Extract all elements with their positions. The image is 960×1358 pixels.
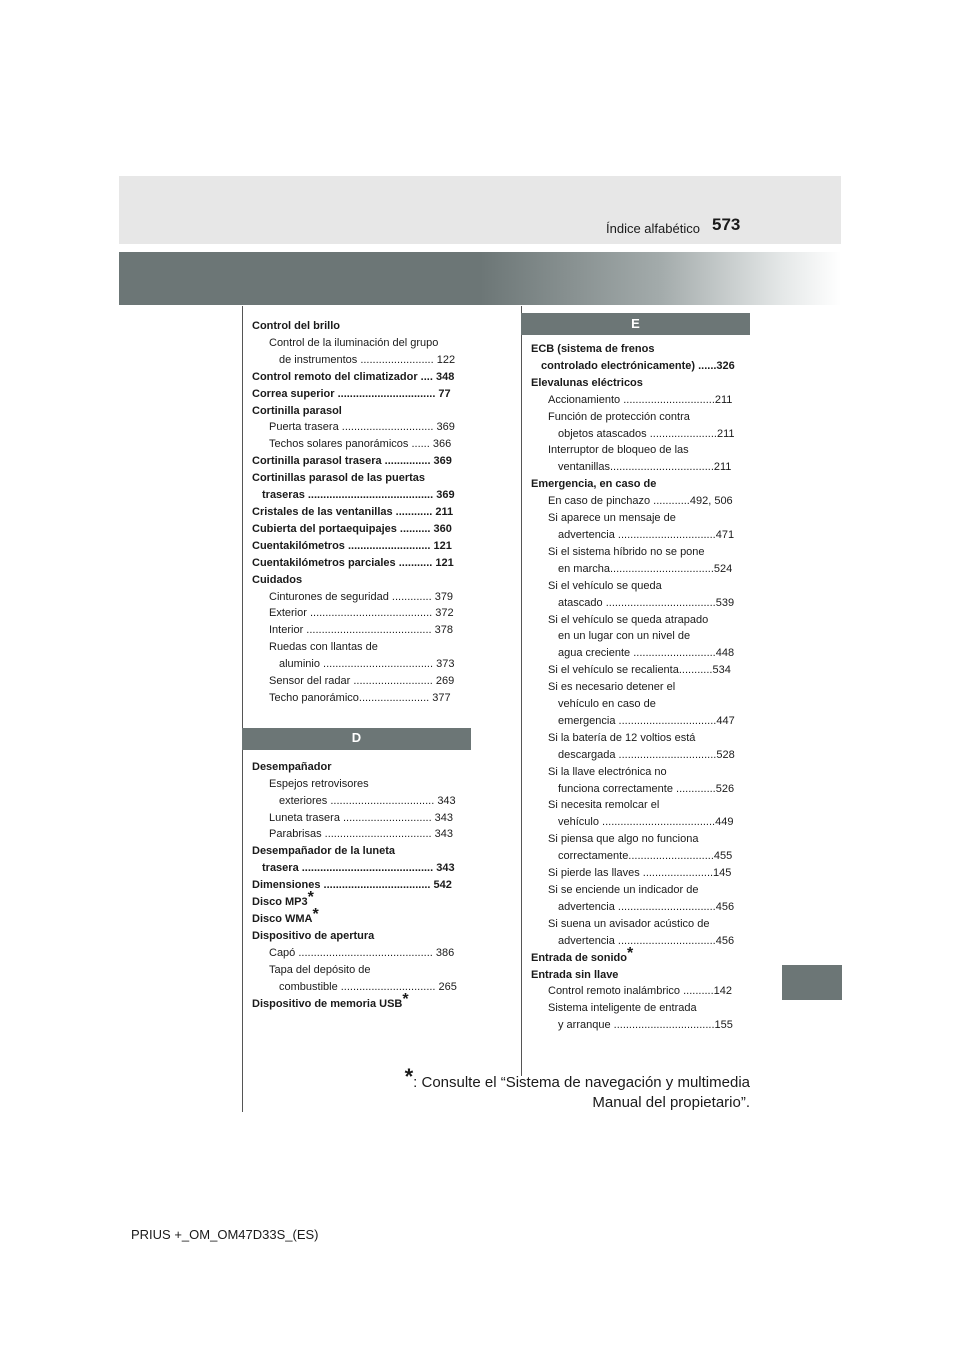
index-entry [252,538,472,555]
index-entry [531,764,751,781]
index-entry-text: Interruptor de bloqueo de las [548,444,689,457]
header-band [119,252,841,305]
index-entry [252,945,472,962]
index-entry [531,392,751,409]
index-entry [531,595,751,612]
footnote-star: * [404,1064,414,1089]
index-entry [531,713,751,730]
index-entry [252,386,472,403]
index-entry [531,679,751,696]
index-entry-text: emergencia ................................447 [558,714,735,727]
index-entry [531,882,751,899]
index-entry [531,426,751,443]
index-entry-text: Espejos retrovisores [269,777,369,790]
index-entry-text: controlado electrónicamente) ......326 [541,359,735,372]
index-entry [252,589,472,606]
index-entry-text: Entrada sin llave [531,968,619,981]
index-entry [531,899,751,916]
index-entry [252,843,472,860]
index-entry-text: Parabrisas ................................... 343 [269,828,454,841]
index-entry-text: Si el sistema híbrido no se pone [548,545,705,558]
index-entry-text: Dispositivo de memoria USB [252,997,403,1010]
index-entry [252,656,472,673]
index-entry [252,990,472,1013]
index-entry [531,476,751,493]
letter-e-header [521,313,750,335]
index-entry-text: Capó ............................................ 386 [269,946,455,959]
index-entry-text: Si el vehículo se queda [548,579,662,592]
index-entry [531,578,751,595]
index-entry [252,369,472,386]
index-entry [531,696,751,713]
index-entry-text: trasera ........................................... 343 [262,862,455,875]
index-entry-text: Cortinilla parasol [252,404,342,417]
index-entry [531,983,751,1000]
index-entry [252,352,472,369]
index-entry-text: advertencia ................................456 [558,934,735,947]
index-entry-text: Control remoto inalámbrico ..........142 [548,985,733,998]
index-entry [252,622,472,639]
index-entry-text: Elevalunas eléctricos [531,376,643,389]
left-entries [252,318,472,707]
index-entry [252,605,472,622]
index-entry [252,555,472,572]
index-entry-text: Si aparece un mensaje de [548,512,676,525]
letter-e-label: E [631,315,640,331]
index-entry-text: Sistema inteligente de entrada [548,1002,697,1015]
index-entry-text: correctamente............................455 [558,850,733,863]
index-entry [531,848,751,865]
index-entry [531,797,751,814]
footnote [230,1064,750,1113]
index-entry [531,933,751,950]
index-entry-text: en un lugar con un nivel de [558,630,691,643]
index-entry [252,572,472,589]
index-entry-text: Disco MP3 [252,896,308,909]
index-entry [531,341,751,358]
index-entry [252,793,472,810]
index-entry-text: Función de protección contra [548,410,690,423]
index-entry-text: Cuentakilómetros ........................... 121 [252,539,452,552]
index-entry-text: Si necesita remolcar el [548,799,660,812]
index-entry-text: Disco WMA [252,913,313,925]
index-entry-text: Tapa del depósito de [269,963,371,976]
footnote-text-1: : Consulte el “Sistema de navegación y multimedia [413,1074,750,1091]
chapter-tab [782,965,842,1000]
index-entry [252,690,472,707]
index-entry-text: en marcha..................................524 [558,562,733,575]
index-entry-text: vehículo en caso de [558,698,656,711]
index-entry [531,409,751,426]
footnote-star-marker: * [307,889,314,907]
letter-d-header [242,728,471,750]
index-entry-text: Cortinilla parasol trasera ............... 369 [252,455,452,468]
index-entry-text: Correa superior ................................ 77 [252,387,451,400]
index-entry-text: vehículo .....................................449 [558,816,734,829]
left-column [252,318,472,1012]
index-entry [252,759,472,776]
index-entry [531,865,751,882]
index-entry [252,487,472,504]
index-entry-text: Cinturones de seguridad ............. 379 [269,590,454,603]
index-entry [531,814,751,831]
index-entry [252,453,472,470]
index-entry [531,527,751,544]
index-entry [531,730,751,747]
index-entry-text: Si el vehículo se recalienta...........534 [548,664,731,677]
index-entry-text: aluminio .................................... 373 [279,658,455,671]
index-entry [531,628,751,645]
index-entry [252,521,472,538]
index-entry [531,1017,751,1034]
index-entry-text: Si la batería de 12 voltios está [548,731,696,744]
index-entry-text: Exterior ........................................ 372 [269,607,454,620]
index-entry-text: Control remoto del climatizador .... 348 [252,370,455,383]
index-entry [252,889,472,911]
index-entry [531,831,751,848]
index-entry-text: Control del brillo [252,320,340,332]
index-entry-text: Si suena un avisador acústico de [548,917,710,930]
index-entry-text: En caso de pinchazo ............492, 506 [548,495,733,508]
index-entry-text: Entrada de sonido [531,951,627,964]
index-entry [531,459,751,476]
index-entry [252,826,472,843]
index-entry-text: Luneta trasera ............................. 343 [269,811,454,824]
index-entry-text: Techo panorámico....................... 377 [269,691,451,704]
index-entry [252,436,472,453]
index-entry [531,358,751,375]
index-entry [252,860,472,877]
index-entry [531,493,751,510]
index-entry [252,776,472,793]
index-entry [252,318,472,335]
index-entry [531,544,751,561]
index-entry-text: Si se enciende un indicador de [548,884,699,896]
left-divider [242,306,243,1112]
footnote-star-marker: * [402,990,409,1008]
index-entry-text: Cortinillas parasol de las puertas [252,472,426,485]
footnote-line-2: Manual del propietario”. [592,1094,750,1111]
index-entry-text: atascado ....................................539 [558,596,735,609]
index-entry [531,375,751,392]
document-id: PRIUS +_OM_OM47D33S_(ES) [131,1227,319,1242]
index-entry [531,967,751,984]
index-entry-text: Cristales de las ventanillas ............ 211 [252,505,454,518]
page-number: 573 [712,215,741,234]
index-entry-text: agua creciente ...........................448 [558,647,735,660]
index-entry [252,877,472,894]
index-entry-text: Desempañador de la luneta [252,845,396,858]
index-entry-text: y arranque .................................155 [558,1019,733,1032]
footnote-line-1 [230,1064,750,1093]
index-entry-text: advertencia ................................471 [558,528,735,541]
index-entry [531,561,751,578]
index-entry-text: Si es necesario detener el [548,681,676,694]
index-entry-text: Si la llave electrónica no [548,765,667,778]
index-entry-text: exteriores .................................. 343 [279,794,456,807]
index-entry [531,612,751,629]
index-entry [531,1000,751,1017]
footnote-star-marker: * [626,944,634,962]
index-entry-text: Accionamiento ..............................211 [548,393,733,406]
index-entry-text: Cuentakilómetros parciales ........... 121 [252,556,454,569]
index-entry-text: Puerta trasera .............................. 369 [269,421,455,434]
index-entry-text: funciona correctamente .............526 [558,782,735,795]
index-entry [252,335,472,352]
index-entry-text: Sensor del radar .......................... 269 [269,675,455,688]
index-entry-text: de instrumentos ........................ 122 [279,353,456,366]
index-entry [531,645,751,662]
index-entry [252,928,472,945]
center-divider [521,306,522,1076]
index-entry-text: Control de la iluminación del grupo [269,336,439,349]
left-entries-d [252,759,472,1013]
index-entry-text: ECB (sistema de frenos [531,343,655,355]
index-entry-text: ventanillas..................................211 [558,461,732,474]
index-entry [252,470,472,487]
index-entry [531,944,751,967]
index-entry [252,673,472,690]
index-entry-text: advertencia ................................456 [558,900,735,913]
index-entry-text: Interior ......................................... 378 [269,624,454,637]
right-column [531,313,751,1034]
index-entry [531,747,751,764]
index-entry [252,906,472,928]
index-entry [252,979,472,996]
index-entry [531,662,751,679]
index-entry [252,403,472,420]
index-entry [531,781,751,798]
index-entry-text: Ruedas con llantas de [269,641,378,654]
index-entry-text: traseras ......................................... 369 [262,489,455,502]
index-entry [252,504,472,521]
index-entry [531,442,751,459]
index-entry [252,639,472,656]
index-entry [531,916,751,933]
index-entry-text: Desempañador [252,760,332,773]
index-entry-text: Dimensiones ................................... 542 [252,879,452,892]
index-entry [252,419,472,436]
index-entry [252,810,472,827]
index-entry-text: Si piensa que algo no funciona [548,833,699,846]
index-entry-text: descargada ................................528 [558,748,735,761]
index-entry-text: Si pierde las llaves .......................145 [548,867,732,880]
right-entries [531,341,751,1034]
index-entry-text: combustible ............................... 265 [279,980,457,993]
index-entry-text: Techos solares panorámicos ...... 366 [269,438,452,451]
footnote-star-marker: * [312,906,319,923]
index-entry-text: Dispositivo de apertura [252,929,375,942]
index-entry-text: Cubierta del portaequipajes .......... 360 [252,522,452,535]
index-entry-text: objetos atascados ......................211 [558,427,735,440]
letter-d-label: D [351,730,362,746]
index-entry-text: Si el vehículo se queda atrapado [548,613,709,626]
index-entry-text: Emergencia, en caso de [531,478,657,491]
index-entry-text: Cuidados [252,573,303,586]
section-title: Índice alfabético [606,221,700,236]
index-entry [531,510,751,527]
index-entry [252,962,472,979]
